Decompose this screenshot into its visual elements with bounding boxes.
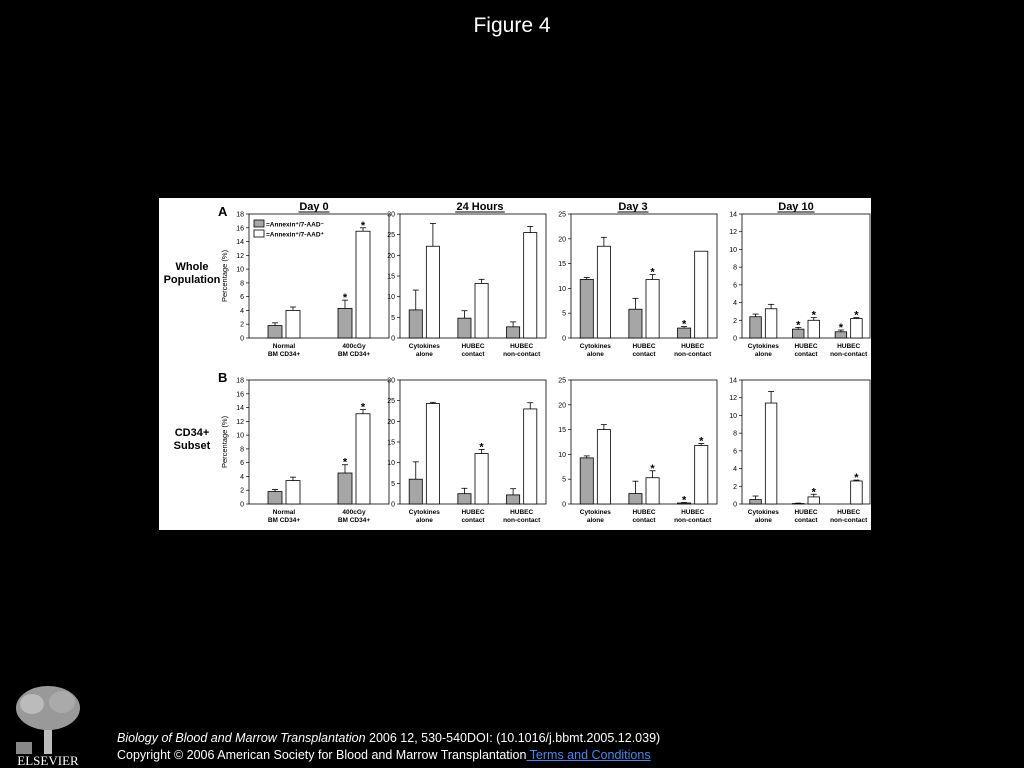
subplot <box>558 378 717 525</box>
bar <box>356 414 370 504</box>
y-tick-label: 2 <box>733 317 737 325</box>
significance-marker: * <box>838 322 844 335</box>
x-tick-label: HUBEC <box>461 509 485 516</box>
significance-marker: * <box>681 494 687 507</box>
y-tick-label: 15 <box>387 439 395 447</box>
x-tick-label: 400cGy <box>342 343 366 350</box>
significance-marker: * <box>811 309 816 322</box>
x-tick-label: BM CD34+ <box>267 351 301 358</box>
significance-marker: * <box>360 401 366 414</box>
x-tick-label: contact <box>794 351 818 358</box>
y-tick-label: 12 <box>236 418 244 426</box>
logo-tree-leaves-right <box>49 691 75 713</box>
legend-label: =Annexin⁺/7-AAD⁺ <box>266 231 324 239</box>
bar <box>750 317 762 338</box>
significance-marker: * <box>699 435 704 448</box>
legend-swatch <box>254 220 264 227</box>
significance-marker: * <box>479 441 484 454</box>
y-tick-label: 12 <box>729 229 737 237</box>
x-tick-label: non-contact <box>830 351 868 358</box>
bar <box>356 231 370 338</box>
y-tick-label: 18 <box>236 211 244 219</box>
y-tick-label: 16 <box>236 391 244 399</box>
x-tick-label: non-contact <box>503 351 541 358</box>
elsevier-logo <box>8 682 88 768</box>
y-tick-label: 10 <box>558 285 566 293</box>
y-tick-label: 14 <box>236 405 244 413</box>
y-tick-label: 10 <box>236 266 244 274</box>
journal-name: Biology of Blood and Marrow Transplantation <box>117 731 366 745</box>
x-tick-label: HUBEC <box>510 343 534 350</box>
y-tick-label: 6 <box>733 448 737 456</box>
panel-letter: B <box>218 370 228 385</box>
y-tick-label: 6 <box>733 282 737 290</box>
x-tick-label: HUBEC <box>681 343 705 350</box>
y-tick-label: 2 <box>733 483 737 491</box>
panel-letter: A <box>218 204 228 219</box>
y-tick-label: 5 <box>562 310 566 318</box>
x-tick-label: HUBEC <box>794 343 818 350</box>
y-tick-label: 8 <box>733 264 737 272</box>
subplot <box>729 378 870 525</box>
y-tick-label: 4 <box>240 307 244 315</box>
row-label: CD34+ <box>174 427 210 439</box>
subplot <box>387 212 546 359</box>
subplot <box>220 212 389 359</box>
bar <box>268 492 282 504</box>
x-tick-label: Normal <box>272 509 296 516</box>
bar <box>524 409 537 504</box>
x-tick-label: HUBEC <box>510 509 534 516</box>
significance-marker: * <box>342 456 348 469</box>
y-tick-label: 0 <box>562 501 566 509</box>
x-tick-label: alone <box>415 351 433 358</box>
bar <box>458 318 471 338</box>
bar <box>695 251 708 338</box>
y-tick-label: 4 <box>733 466 737 474</box>
bar <box>338 473 352 504</box>
column-title: Day 3 <box>618 201 648 213</box>
y-tick-label: 25 <box>558 377 566 385</box>
x-tick-label: HUBEC <box>837 343 861 350</box>
x-tick-label: Cytokines <box>747 509 779 516</box>
y-tick-label: 12 <box>236 252 244 260</box>
bar <box>750 500 762 504</box>
bar <box>695 445 708 504</box>
slide-title: Figure 4 <box>473 14 551 37</box>
x-tick-label: contact <box>794 517 818 524</box>
legend-swatch <box>254 230 264 237</box>
bar <box>338 308 352 338</box>
bar <box>597 430 610 504</box>
x-tick-label: Cytokines <box>747 343 779 350</box>
citation-details: 2006 12, 530-540DOI: (10.1016/j.bbmt.2005.12.039) <box>365 731 661 745</box>
y-tick-label: 30 <box>387 211 395 219</box>
y-tick-label: 6 <box>240 460 244 468</box>
y-tick-label: 25 <box>387 232 395 240</box>
y-tick-label: 25 <box>387 398 395 406</box>
subplot <box>220 378 389 525</box>
y-tick-label: 5 <box>391 314 395 322</box>
x-tick-label: contact <box>632 517 656 524</box>
y-tick-label: 0 <box>562 335 566 343</box>
y-tick-label: 0 <box>240 501 244 509</box>
subplot <box>729 212 870 359</box>
y-tick-label: 15 <box>558 427 566 435</box>
x-tick-label: alone <box>415 517 433 524</box>
y-tick-label: 0 <box>733 501 737 509</box>
x-tick-label: HUBEC <box>837 509 861 516</box>
bar <box>808 320 820 338</box>
y-tick-label: 4 <box>240 473 244 481</box>
y-tick-label: 0 <box>391 335 395 343</box>
y-tick-label: 14 <box>729 211 737 219</box>
terms-and-conditions-link[interactable]: Terms and Conditions <box>526 748 651 762</box>
significance-marker: * <box>650 462 655 475</box>
y-tick-label: 10 <box>387 460 395 468</box>
x-tick-label: BM CD34+ <box>267 517 301 524</box>
y-tick-label: 8 <box>240 446 244 454</box>
y-tick-label: 5 <box>562 476 566 484</box>
y-axis-label: Percentage (%) <box>220 249 229 303</box>
y-tick-label: 30 <box>387 377 395 385</box>
y-tick-label: 20 <box>558 236 566 244</box>
figure-4-chart-grid <box>159 198 871 530</box>
y-tick-label: 6 <box>240 294 244 302</box>
bar <box>580 279 593 338</box>
y-tick-label: 10 <box>558 451 566 459</box>
x-tick-label: Cytokines <box>408 509 440 516</box>
bar <box>286 310 300 338</box>
x-tick-label: non-contact <box>674 517 712 524</box>
y-tick-label: 12 <box>729 395 737 403</box>
row-label: Population <box>163 274 221 286</box>
x-tick-label: non-contact <box>674 351 712 358</box>
x-tick-label: Cytokines <box>579 343 611 350</box>
y-tick-label: 5 <box>391 480 395 488</box>
y-axis-label: Percentage (%) <box>220 415 229 469</box>
y-tick-label: 2 <box>240 321 244 329</box>
bar <box>409 479 422 504</box>
x-tick-label: alone <box>586 517 604 524</box>
x-tick-label: Normal <box>272 343 296 350</box>
y-tick-label: 10 <box>236 432 244 440</box>
bar <box>597 246 610 338</box>
significance-marker: * <box>854 472 859 485</box>
significance-marker: * <box>342 292 348 305</box>
bar <box>268 326 282 338</box>
bar <box>629 494 642 504</box>
column-title: Day 0 <box>299 201 329 213</box>
bar <box>507 327 520 338</box>
bar <box>851 481 863 504</box>
bar <box>475 283 488 338</box>
x-tick-label: alone <box>754 517 772 524</box>
bar <box>507 495 520 504</box>
y-tick-label: 0 <box>733 335 737 343</box>
x-tick-label: alone <box>754 351 772 358</box>
y-tick-label: 10 <box>729 412 737 420</box>
x-tick-label: HUBEC <box>681 509 705 516</box>
bar <box>286 481 300 504</box>
figure-panel <box>159 198 871 530</box>
x-tick-label: BM CD34+ <box>337 351 371 358</box>
subplot <box>387 378 546 525</box>
bar <box>426 246 439 338</box>
x-tick-label: 400cGy <box>342 509 366 516</box>
significance-marker: * <box>360 219 366 232</box>
bar <box>409 310 422 338</box>
y-tick-label: 18 <box>236 377 244 385</box>
y-tick-label: 10 <box>387 294 395 302</box>
bar <box>580 458 593 504</box>
x-tick-label: Cytokines <box>579 509 611 516</box>
column-title: Day 10 <box>778 201 814 213</box>
legend-label: =Annexin⁺/7-AAD⁻ <box>266 221 324 229</box>
y-tick-label: 2 <box>240 487 244 495</box>
significance-marker: * <box>811 486 816 499</box>
y-tick-label: 0 <box>391 501 395 509</box>
subplot <box>558 212 717 359</box>
y-tick-label: 15 <box>558 261 566 269</box>
y-tick-label: 0 <box>240 335 244 343</box>
x-tick-label: contact <box>461 351 485 358</box>
x-tick-label: HUBEC <box>461 343 485 350</box>
y-tick-label: 14 <box>236 239 244 247</box>
x-tick-label: BM CD34+ <box>337 517 371 524</box>
x-tick-label: contact <box>632 351 656 358</box>
x-tick-label: HUBEC <box>632 343 656 350</box>
significance-marker: * <box>854 309 859 322</box>
y-tick-label: 20 <box>387 418 395 426</box>
row-label: Subset <box>173 440 211 452</box>
significance-marker: * <box>681 318 687 331</box>
x-tick-label: Cytokines <box>408 343 440 350</box>
significance-marker: * <box>650 266 655 279</box>
bar <box>629 309 642 338</box>
copyright-text: Copyright © 2006 American Society for Blood and Marrow Transplantation <box>117 748 527 762</box>
citation <box>117 731 660 745</box>
bar <box>646 279 659 338</box>
x-tick-label: non-contact <box>830 517 868 524</box>
y-tick-label: 16 <box>236 225 244 233</box>
bar <box>426 404 439 504</box>
x-tick-label: HUBEC <box>794 509 818 516</box>
y-tick-label: 10 <box>729 246 737 254</box>
bar <box>765 403 777 504</box>
y-tick-label: 14 <box>729 377 737 385</box>
bar <box>646 478 659 504</box>
y-tick-label: 15 <box>387 273 395 281</box>
y-tick-label: 20 <box>387 252 395 260</box>
y-tick-label: 20 <box>558 402 566 410</box>
y-tick-label: 25 <box>558 211 566 219</box>
row-label: Whole <box>175 261 209 273</box>
y-tick-label: 8 <box>733 430 737 438</box>
x-tick-label: contact <box>461 517 485 524</box>
logo-wordmark: ELSEVIER <box>17 753 79 768</box>
y-tick-label: 4 <box>733 300 737 308</box>
y-tick-label: 8 <box>240 280 244 288</box>
bar <box>765 309 777 338</box>
copyright-line <box>117 748 651 762</box>
bar <box>458 494 471 504</box>
x-tick-label: HUBEC <box>632 509 656 516</box>
x-tick-label: non-contact <box>503 517 541 524</box>
column-title: 24 Hours <box>456 201 504 213</box>
bar <box>475 454 488 504</box>
logo-tree-leaves-left <box>20 694 44 714</box>
bar <box>524 233 537 338</box>
significance-marker: * <box>796 319 801 332</box>
x-tick-label: alone <box>586 351 604 358</box>
